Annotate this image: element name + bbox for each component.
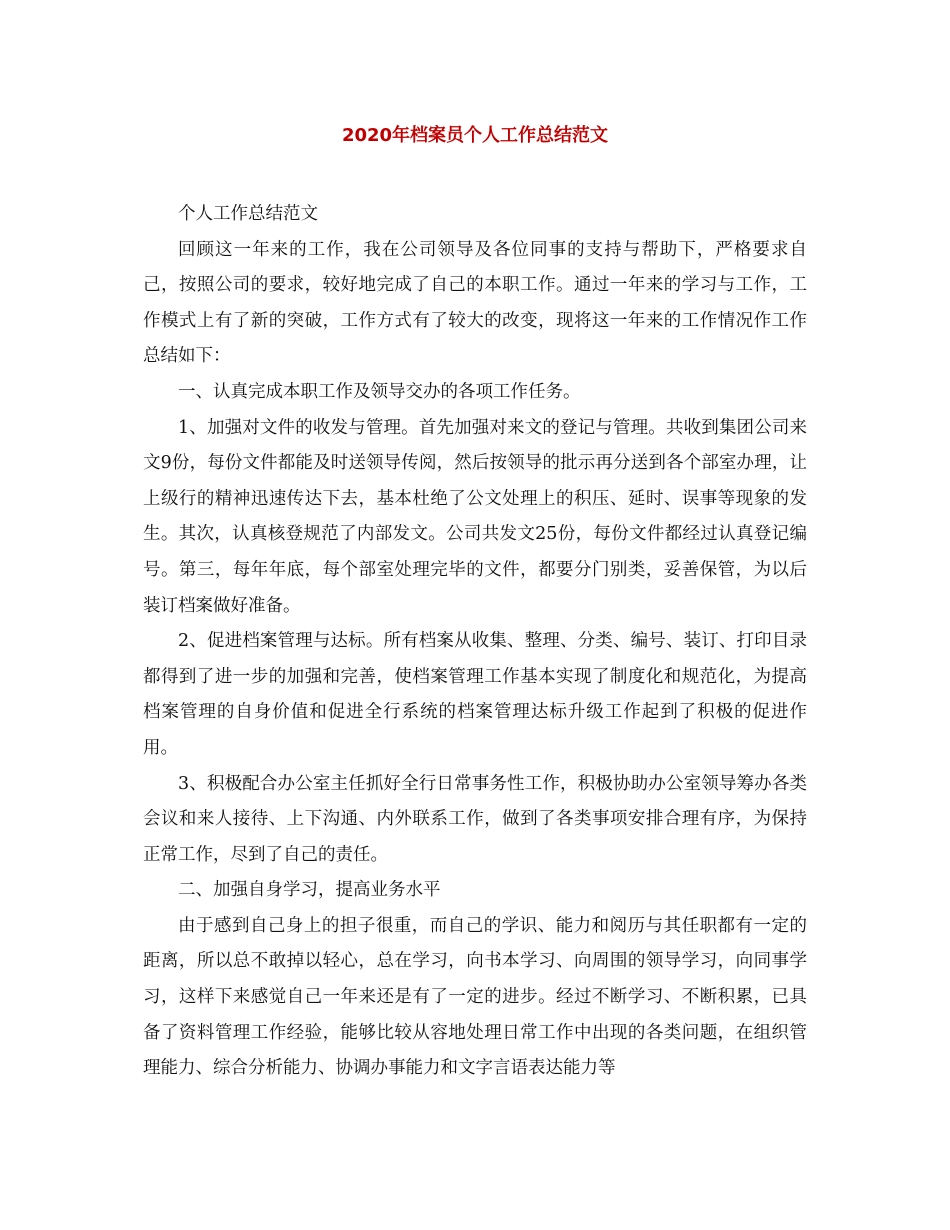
paragraph-item-2: 2、促进档案管理与达标。所有档案从收集、整理、分类、编号、装订、打印目录都得到了进一步的加强和完善，使档案管理工作基本实现了制度化和规范化，为提高档案管理的自身价值和促进全行系统的档案管理达标升级工作起到了积极的促进作用。 [143,631,807,758]
paragraph-intro: 回顾这一年来的工作，我在公司领导及各位同事的支持与帮助下，严格要求自己，按照公司的要求，较好地完成了自己的本职工作。通过一年来的学习与工作，工作模式上有了新的突破，工作方式有了较大的改变，现将这一年来的工作情况作工作总结如下： [143,239,807,367]
paragraph-study: 由于感到自己身上的担子很重，而自己的学识、能力和阅历与其任职都有一定的距离，所以总不敢掉以轻心，总在学习，向书本学习、向周围的领导学习，向同事学习，这样下来感觉自己一年来还是有了一定的进步。经过不断学习、不断积累，已具备了资料管理工作经验，能够比较从容地处理日常工作中出现的各类问题，在组织管理能力、综合分析能力、协调办事能力和文字言语表达能力等 [143,915,807,1079]
paragraph-item-1: 1、加强对文件的收发与管理。首先加强对来文的登记与管理。共收到集团公司来文9份，每份文件都能及时送领导传阅，然后按领导的批示再分送到各个部室办理，让上级行的精神迅速传达下去，基本杜绝了公文处理上的积压、延时、误事等现象的发生。其次，认真核登规范了内部发文。公司共发文25份，每份文件都经过认真登记编号。第三，每年年底，每个部室处理完毕的文件，都要分门别类，妥善保管，为以后装订档案做好准备。 [143,417,807,616]
section-heading-2: 二、加强自身学习，提高业务水平 [178,880,441,901]
document-title: 2020年档案员个人工作总结范文 [341,125,609,146]
document-body [143,197,807,1087]
paragraph-item-3: 3、积极配合办公室主任抓好全行日常事务性工作，积极协助办公室领导筹办各类会议和来人接待、上下沟通、内外联系工作，做到了各类事项安排合理有序，为保持正常工作，尽到了自己的责任。 [143,773,807,865]
section-heading-1: 一、认真完成本职工作及领导交办的各项工作任务。 [178,381,581,402]
paragraph-heading: 个人工作总结范文 [178,204,318,224]
